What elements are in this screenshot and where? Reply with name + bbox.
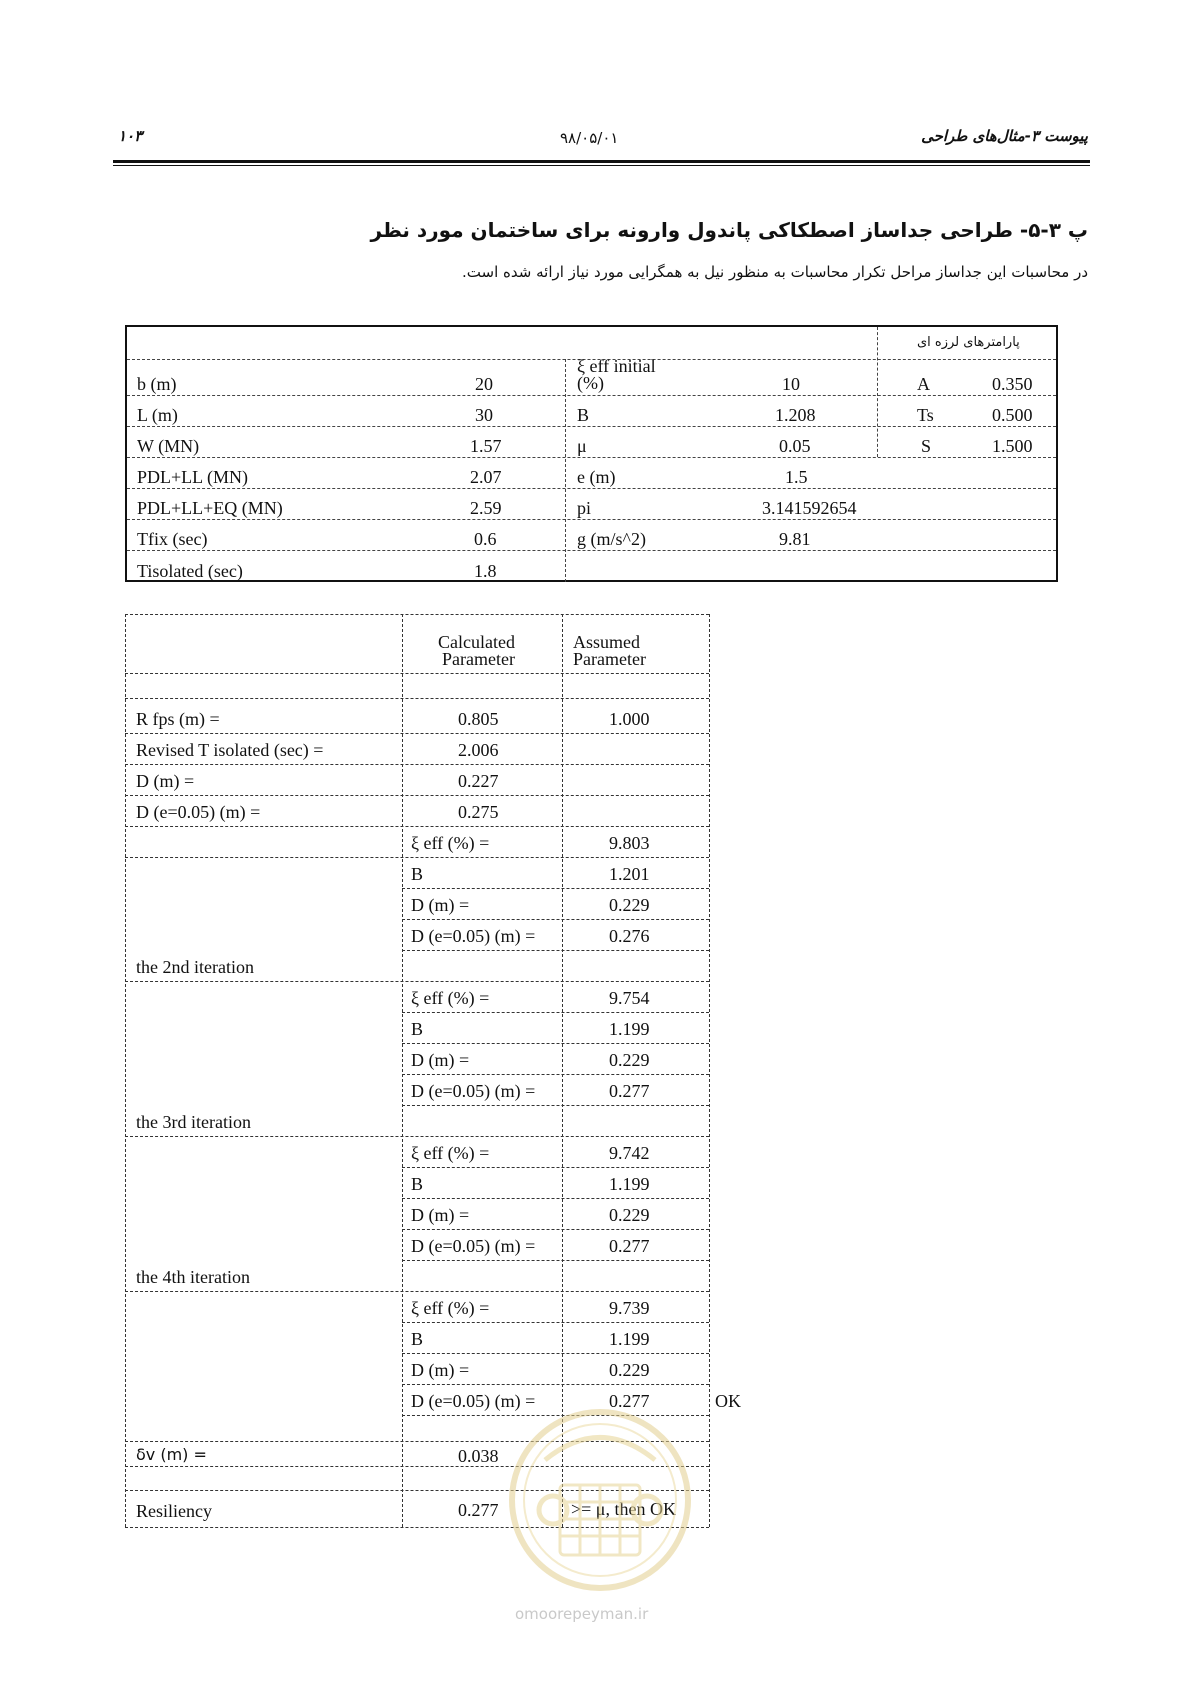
sub-label: ξ eff (%) = [411, 1143, 490, 1163]
assumed-value: 1.000 [609, 709, 650, 729]
sub-label: ξ eff (%) = [411, 988, 490, 1008]
param-label: e (m) [577, 467, 616, 487]
sub-value: 0.229 [609, 1050, 650, 1070]
sub-label: D (e=0.05) (m) = [411, 926, 536, 946]
row-label: Revised T isolated (sec) = [136, 740, 324, 760]
calculated-value: 0.038 [458, 1446, 499, 1466]
calculated-value: 2.006 [458, 740, 499, 760]
param-value: 1.8 [474, 561, 497, 581]
iteration-title: the 2nd iteration [136, 957, 254, 977]
seismic-label: A [917, 374, 930, 394]
section-intro: در محاسبات این جداساز مراحل تکرار محاسبات به منظور نیل به همگرایی مورد نیاز ارائه شده است. [462, 263, 1088, 281]
watermark-site-text: omoorepeyman.ir [515, 1605, 649, 1623]
seismic-params-header: پارامترهای لرزه ای [917, 335, 1020, 350]
sub-value: 9.742 [609, 1143, 650, 1163]
resiliency-check: >= μ, then OK [571, 1499, 676, 1519]
calculated-value: 0.275 [458, 802, 499, 822]
column-header: Calculated [438, 632, 515, 652]
seismic-label: S [921, 436, 932, 456]
param-label: μ [577, 436, 587, 456]
sub-value: 0.229 [609, 1205, 650, 1225]
sub-label: D (m) = [411, 895, 470, 915]
sub-value: 1.199 [609, 1329, 650, 1349]
header-rule-thin [113, 165, 1090, 166]
sub-value: 0.277 [609, 1391, 650, 1411]
seismic-value: 0.500 [992, 405, 1033, 425]
sub-value: 9.803 [609, 833, 650, 853]
column-header: Parameter [573, 649, 646, 669]
param-value: 0.05 [779, 436, 811, 456]
param-label: W (MN) [137, 436, 200, 456]
sub-label: D (e=0.05) (m) = [411, 1391, 536, 1411]
sub-value: 9.754 [609, 988, 650, 1008]
param-value: 1.5 [785, 467, 808, 487]
header-rule-thick [113, 160, 1090, 163]
calculated-value: 0.805 [458, 709, 499, 729]
header-date: ۹۸/۰۵/۰۱ [560, 129, 619, 147]
param-label: Tfix (sec) [137, 529, 208, 549]
row-label: R fps (m) = [136, 709, 220, 729]
sub-value: 0.277 [609, 1236, 650, 1256]
watermark-seal-icon [505, 1405, 695, 1595]
sub-label: B [411, 1019, 424, 1039]
sub-label: B [411, 864, 424, 884]
param-value: 30 [475, 405, 493, 425]
section-heading: پ ۳-۵- طراحی جداساز اصطکاکی پاندول وارونه برای ساختمان مورد نظر [370, 218, 1088, 242]
calculated-value: 0.277 [458, 1500, 499, 1520]
sub-label: B [411, 1174, 424, 1194]
sub-label: D (e=0.05) (m) = [411, 1081, 536, 1101]
param-label: PDL+LL+EQ (MN) [137, 498, 283, 518]
param-value: 3.141592654 [762, 498, 857, 518]
iteration-title: the 4th iteration [136, 1267, 250, 1287]
sub-label: D (m) = [411, 1050, 470, 1070]
sub-label: ξ eff (%) = [411, 833, 490, 853]
sub-value: 1.199 [609, 1019, 650, 1039]
sub-value: 1.201 [609, 864, 650, 884]
param-label: b (m) [137, 374, 177, 394]
row-label: D (m) = [136, 771, 195, 791]
column-header: Parameter [442, 649, 515, 669]
param-value: 2.07 [470, 467, 502, 487]
sub-value: 1.199 [609, 1174, 650, 1194]
seismic-value: 1.500 [992, 436, 1033, 456]
param-value: 1.208 [775, 405, 816, 425]
convergence-ok: OK [715, 1391, 741, 1411]
sub-label: D (m) = [411, 1205, 470, 1225]
row-label: D (e=0.05) (m) = [136, 802, 261, 822]
param-label: ξ eff initial [577, 356, 656, 376]
header-title: پیوست ۳-مثال‌های طراحی [921, 127, 1088, 145]
param-value: 1.57 [470, 436, 502, 456]
row-label: δv (m) = [136, 1445, 207, 1464]
calculated-value: 0.227 [458, 771, 499, 791]
calculation-table [125, 614, 741, 1528]
sub-value: 0.229 [609, 895, 650, 915]
param-value: 9.81 [779, 529, 811, 549]
sub-label: D (m) = [411, 1360, 470, 1380]
param-label: B [577, 405, 590, 425]
sub-value: 9.739 [609, 1298, 650, 1318]
input-parameters-table [125, 325, 1058, 582]
seismic-label: Ts [917, 405, 934, 425]
param-label: Tisolated (sec) [137, 561, 243, 581]
row-label: Resiliency [136, 1501, 212, 1521]
param-label: (%) [577, 373, 604, 393]
param-value: 20 [475, 374, 493, 394]
sub-label: D (e=0.05) (m) = [411, 1236, 536, 1256]
param-label: g (m/s^2) [577, 529, 646, 549]
iteration-title: the 3rd iteration [136, 1112, 251, 1132]
param-label: PDL+LL (MN) [137, 467, 248, 487]
param-value: 2.59 [470, 498, 502, 518]
sub-value: 0.276 [609, 926, 650, 946]
param-label: pi [577, 498, 592, 518]
sub-value: 0.229 [609, 1360, 650, 1380]
sub-label: ξ eff (%) = [411, 1298, 490, 1318]
seismic-value: 0.350 [992, 374, 1033, 394]
param-value: 0.6 [474, 529, 497, 549]
sub-label: B [411, 1329, 424, 1349]
sub-value: 0.277 [609, 1081, 650, 1101]
param-value: 10 [782, 374, 800, 394]
column-header: Assumed [573, 632, 640, 652]
page-number: ۱۰۳ [118, 127, 143, 145]
param-label: L (m) [137, 405, 178, 425]
